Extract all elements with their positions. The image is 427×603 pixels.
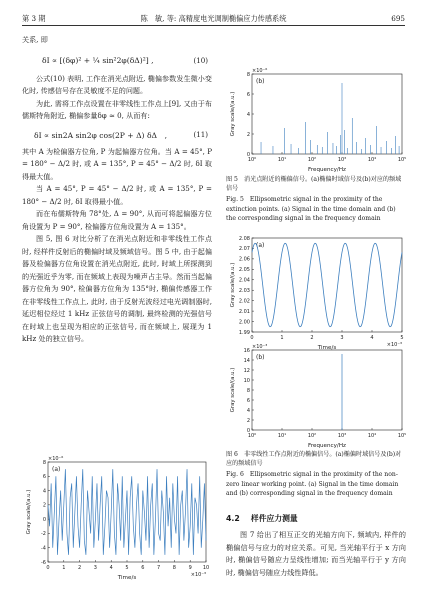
y-tick-label: 2.02 — [238, 298, 250, 305]
para-2: 为此, 需将工作点设置在非零线性工作点上[9], 又由于布儒斯特角附近, 椭偏参量δφ ≈ 0, 从而有: — [22, 98, 212, 120]
y-tick-label: 1.99 — [238, 329, 250, 336]
x-tick-label: 10³ — [337, 157, 347, 163]
x-tick-label: 6 — [141, 565, 145, 571]
fig5-caption-cn: 图 5 消光点附近的椭偏信号。(a)椭偏时域信号及(b)对应的频域信号 — [226, 176, 402, 193]
x-tick-label: 10¹ — [277, 157, 287, 163]
y-tick-label: 8 — [42, 459, 46, 466]
x-axis-label: Frequency/Hz — [308, 443, 346, 448]
x-tick-label: 3 — [340, 335, 344, 341]
fig5b-frequency-chart — [226, 64, 408, 172]
para-1: 公式(10) 表明, 工作在消光点附近, 椭偏参数发生微小变化时, 传感信号存在灵敏度不足的问题。 — [22, 73, 212, 95]
x-tick-label: 1 — [62, 565, 66, 571]
x-tick-label: 4 — [370, 335, 374, 341]
section-title: 样件应力测量 — [250, 514, 298, 523]
x-tick-label: 7 — [157, 565, 161, 571]
y-tick-label: 4 — [246, 407, 250, 414]
y-tick-label: 0 — [246, 427, 250, 434]
x-tick-label: 5 — [400, 335, 404, 341]
y-axis-label: Gray scale/(a.u.) — [230, 262, 236, 308]
para-intro: 关系, 即 — [22, 35, 48, 44]
equation-11 — [22, 126, 212, 146]
y-tick-label: 2.01 — [238, 308, 250, 315]
x-tick-label: 10⁴ — [367, 433, 377, 439]
page-number: 695 — [391, 14, 405, 23]
para-3: 其中 A 为检偏器方位角, P 为起偏器方位角。当 A = 45°, P = 180° − Δ/2 时, 或 A = 135°, P = 45° − Δ/2 时, δI 取得最大值。 — [22, 146, 212, 181]
fig5-caption-en: Fig. 5 Ellipsometric signal in the proximity of the extinction points. (a) Signal in the time domain and (b) the corresponding signal in the frequency domain — [226, 196, 396, 222]
plot-frame — [252, 350, 402, 430]
y-tick-label: 2 — [246, 417, 250, 424]
y-tick-label: 4 — [42, 488, 46, 495]
x-tick-label: 2 — [78, 565, 82, 571]
x-tick-label: 8 — [172, 565, 176, 571]
y-tick-label: 0 — [42, 516, 46, 523]
x-tick-label: 10⁰ — [247, 157, 257, 163]
y-tick-label: 8 — [246, 387, 250, 394]
panel-label: (a) — [256, 242, 265, 249]
x-tick-label: 2 — [310, 335, 314, 341]
para-7: 图 7 给出了相互正交的光轴方向下, 频域内, 样件的椭偏信号与应力的对应关系。可见, 当光轴平行于 x 方向时, 椭偏信号随应力呈线性增加; 而当光轴平行于 y 方向时, 椭偏信号随应力线性降低。 — [226, 530, 406, 577]
y-multiplier-label: ×10⁻⁶ — [252, 68, 268, 74]
equation-10 — [22, 51, 212, 73]
eq10-body: δI ∝ [(δφ)² + ¼ sin²2φ(δΔ)²] , — [42, 55, 154, 65]
y-tick-label: 4 — [246, 111, 250, 118]
fig5a-time-domain-chart — [22, 452, 212, 580]
y-tick-label: 6 — [42, 474, 46, 481]
para-5: 而在布儒斯特角 78°处, Δ = 90°, 从而可将起偏器方位角设置为 P = 90°, 检偏器方位角设置为 A = 135°。 — [22, 209, 212, 231]
x-tick-label: 10² — [307, 157, 317, 163]
running-title: 陈 敏, 等: 高精度电光调制椭偏应力传感系统 — [140, 14, 287, 23]
fig5-caption — [226, 175, 406, 223]
panel-label: (b) — [256, 354, 265, 361]
y-tick-label: 2.06 — [238, 256, 250, 263]
para-6: 图 5, 图 6 对比分析了在消光点附近和非零线性工作点时, 经样件反射后的椭偏时域及频域信号。图 5 中, 由于起偏器及检偏器方位角设置在消光点附近, 此时, 时域上所探测到的光强近乎为零, 而在频域上表现为噪声占主导。然而当起偏器方位角为 90°, 检偏器方位角为 135°时, 椭偏传感器工作在非零线性工作点上, 此时, 由于反射光波经过电光调制器时, 延迟相位经过 1 kHz 正弦信号的调制, 最终检测的光强信号在时域上也呈现为相应的正弦信号, 而在频域上, 展现为 1 kHz 处的独立信号。 — [22, 234, 212, 343]
y-tick-label: 10 — [243, 377, 250, 384]
y-axis-label: Gray scale/(a.u.) — [230, 367, 236, 413]
section-number: 4.2 — [226, 514, 240, 523]
y-tick-label: 12 — [243, 367, 250, 374]
y-tick-label: 0 — [246, 151, 250, 158]
x-multiplier-label: ×10⁻³ — [190, 572, 206, 578]
y-tick-label: 2.04 — [238, 277, 250, 284]
x-tick-label: 10⁵ — [397, 157, 407, 163]
y-tick-label: 16 — [243, 347, 250, 354]
plot-frame — [252, 74, 402, 154]
fig6a-time-domain-chart — [226, 228, 408, 350]
left-column — [22, 34, 212, 346]
eq10-number: (10) — [193, 55, 208, 65]
y-tick-label: 2 — [42, 502, 46, 509]
panel-label: (a) — [52, 466, 61, 473]
y-tick-label: 2.03 — [238, 288, 250, 295]
x-tick-label: 0 — [250, 335, 254, 341]
header-rule — [22, 25, 405, 26]
fig6-caption — [226, 450, 406, 498]
eq11-number: (11) — [193, 129, 208, 139]
y-tick-label: 2.08 — [238, 235, 250, 242]
y-multiplier-label: ×10⁻³ — [252, 344, 268, 350]
x-axis-label: Time/s — [317, 345, 337, 350]
y-tick-label: -4 — [41, 545, 46, 552]
section-heading — [226, 506, 406, 525]
x-tick-label: 3 — [93, 565, 97, 571]
y-tick-label: -6 — [41, 559, 46, 566]
y-tick-label: 8 — [246, 71, 250, 78]
y-axis-label: Gray scale/(a.u.) — [26, 489, 32, 535]
eq11-body: δI ∝ sin2A sin2φ cos(2P + Δ) δΔ , — [34, 130, 168, 140]
x-multiplier-label: ×10⁻³ — [386, 342, 402, 348]
sine-series-line — [252, 243, 402, 326]
fig6b-frequency-chart — [226, 340, 408, 448]
x-tick-label: 10⁴ — [367, 157, 377, 163]
x-tick-label: 10 — [202, 565, 210, 571]
x-tick-label: 1 — [280, 335, 284, 341]
section-4-2 — [226, 506, 406, 579]
x-tick-label: 9 — [188, 565, 192, 571]
y-axis-label: Gray scale/(a.u.) — [230, 91, 236, 137]
y-tick-label: 2.05 — [238, 267, 250, 274]
fig6-caption-en: Fig. 6 Ellipsometric signal in the proximity of the non-zero linear working point. (a) Signal in the time domain and (b) corresponding signal in the frequency domain — [226, 471, 399, 497]
issue-label: 第 3 期 — [22, 14, 46, 23]
y-tick-label: 2 — [246, 131, 250, 138]
x-axis-label: Time/s — [117, 575, 137, 580]
x-tick-label: 0 — [46, 565, 50, 571]
y-tick-label: -2 — [41, 531, 46, 538]
y-tick-label: 14 — [243, 357, 250, 364]
x-tick-label: 10¹ — [277, 433, 287, 439]
panel-label: (b) — [256, 78, 265, 85]
y-tick-label: 6 — [246, 397, 250, 404]
para-4: 当 A = 45°, P = 45° − Δ/2 时, 或 A = 135°, P = 180° − Δ/2 时, δI 取得最小值。 — [22, 184, 212, 206]
plot-frame — [48, 462, 206, 562]
noise-series-line — [48, 469, 206, 555]
y-tick-label: 2.07 — [238, 246, 250, 253]
y-tick-label: 6 — [246, 91, 250, 98]
x-axis-label: Frequency/Hz — [308, 167, 346, 172]
x-tick-label: 4 — [109, 565, 113, 571]
y-tick-label: 2.00 — [238, 319, 250, 326]
fig6-caption-cn: 图 6 非零线性工作点附近的椭偏信号。(a)椭偏时域信号及(b)对应的频域信号 — [226, 451, 402, 468]
y-multiplier-label: ×10⁻⁶ — [48, 456, 64, 462]
x-tick-label: 10² — [307, 433, 317, 439]
x-tick-label: 10³ — [337, 433, 347, 439]
x-tick-label: 10⁵ — [397, 433, 407, 439]
x-tick-label: 5 — [125, 565, 129, 571]
x-tick-label: 10⁰ — [247, 433, 257, 439]
